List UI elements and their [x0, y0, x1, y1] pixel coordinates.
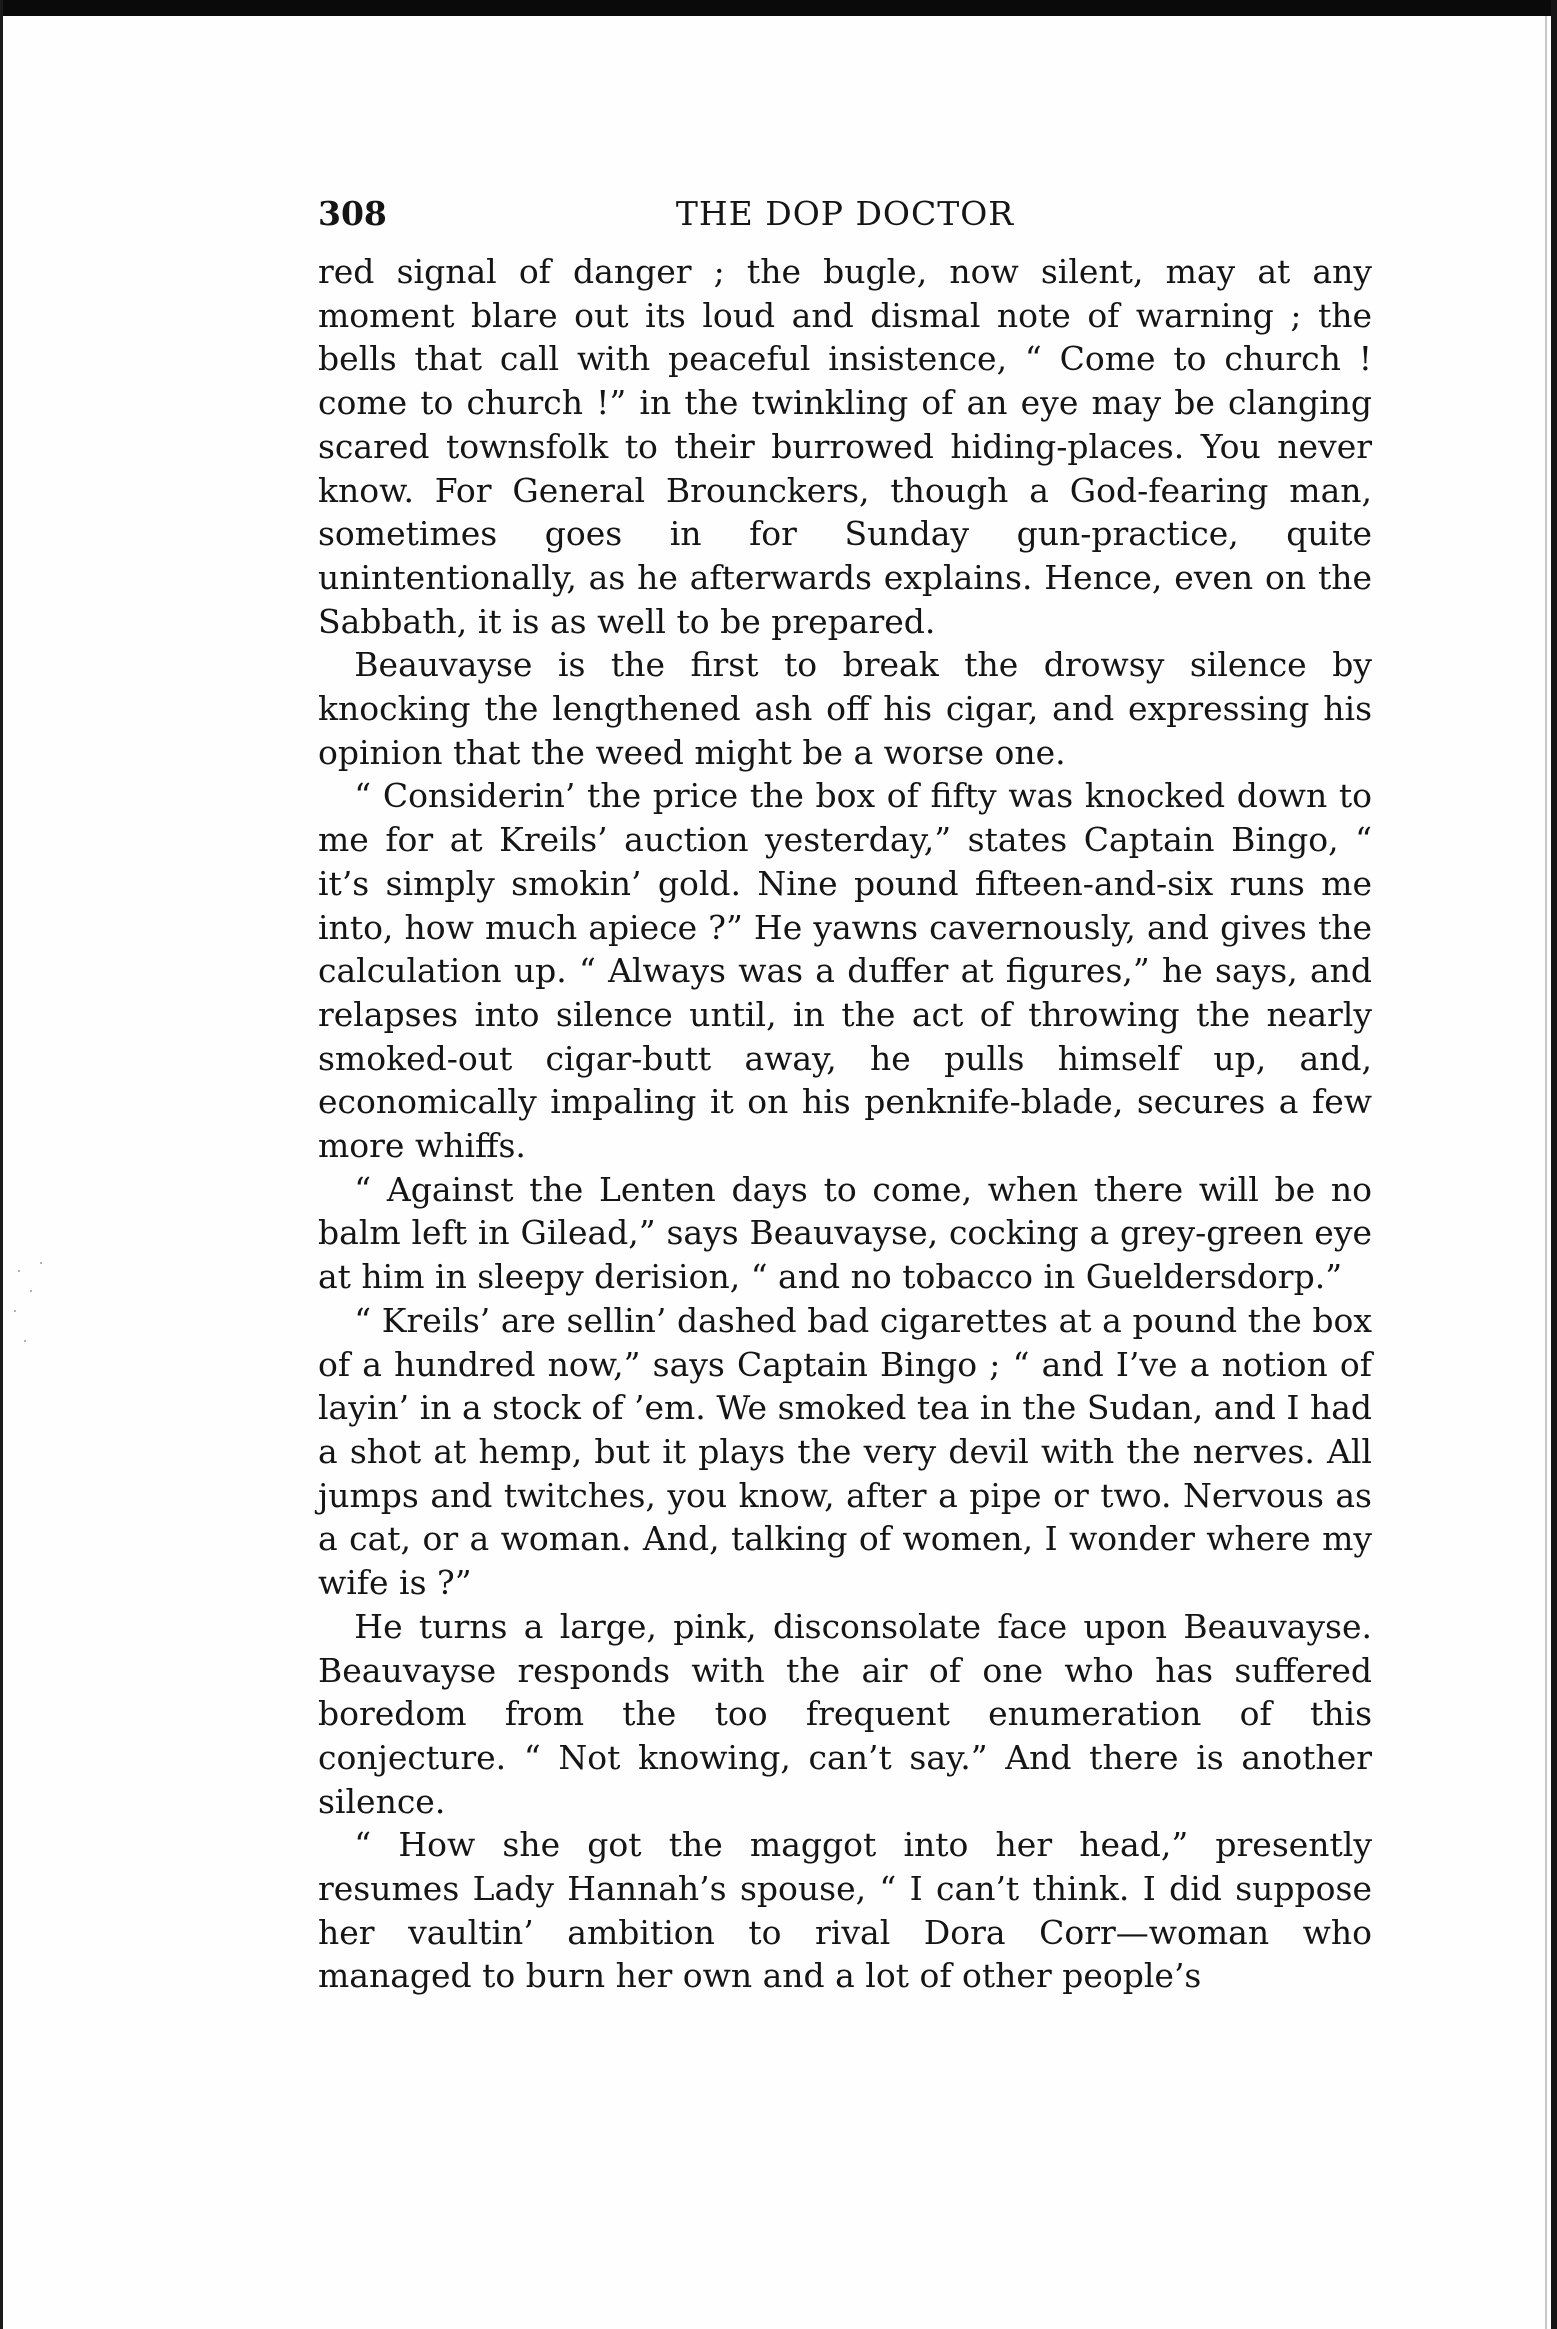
- paragraph: “ Against the Lenten days to come, when there will be no balm left in Gilead,” says Beauvayse, cocking a grey-green eye at him in sleepy derision, “ and no tobacco in Gueldersdorp.”: [318, 1169, 1372, 1297]
- paragraph: “ How she got the maggot into her head,” presently resumes Lady Hannah’s spouse, “ I can’t think. I did suppose her vaultin’ ambition to rival Dora Corr—woman who managed to burn her own and a lot of other people’s: [318, 1825, 1372, 1996]
- body-text: [318, 250, 1372, 1998]
- scan-speck: [40, 1262, 42, 1264]
- page-edge-shadow: [1545, 16, 1547, 2329]
- scan-speck: [30, 1290, 32, 1292]
- page-number: 308: [318, 194, 387, 233]
- paragraph: He turns a large, pink, disconsolate face upon Beauvayse. Beauvayse responds with the air of one who has suffered boredom from the too frequent enumeration of this conjecture. “ Not knowing, can’t say.” And there is another silence.: [318, 1606, 1372, 1821]
- scan-speck: [24, 1340, 26, 1342]
- scan-right-border: [1551, 0, 1557, 2329]
- scan-speck: [18, 1270, 20, 1272]
- text-block: [318, 178, 1372, 1998]
- scan-left-border: [0, 0, 3, 2329]
- paragraph: “ Kreils’ are sellin’ dashed bad cigarettes at a pound the box of a hundred now,” says Captain Bingo ; “ and I’ve a notion of layin’ in a stock of ’em. We smoked tea in the Sudan, and I had a shot at hemp, but it plays the very devil with the nerves. All jumps and twitches, you know, after a pipe or two. Nervous as a cat, or a woman. And, talking of women, I wonder where my wife is ?”: [318, 1300, 1372, 1603]
- running-title: THE DOP DOCTOR: [675, 194, 1015, 233]
- paragraph: Beauvayse is the first to break the drowsy silence by knocking the lengthened ash off his cigar, and expressing his opinion that the weed might be a worse one.: [318, 645, 1372, 772]
- running-head: [318, 178, 1372, 250]
- scan-speck: [14, 1310, 16, 1312]
- paragraph: “ Considerin’ the price the box of fifty was knocked down to me for at Kreils’ auction yesterday,” states Captain Bingo, “ it’s simply smokin’ gold. Nine pound fifteen-and-six runs me into, how much apiece ?” He yawns cavernously, and gives the calculation up. “ Always was a duffer at figures,” he says, and relapses into silence until, in the act of throwing the nearly smoked-out cigar-butt away, he pulls himself up, and, economically impaling it on his penknife-blade, secures a few more whiffs.: [318, 776, 1372, 1166]
- paragraph: red signal of danger ; the bugle, now silent, may at any moment blare out its loud and dismal note of warning ; the bells that call with peaceful insistence, “ Come to church ! come to church !” in the twinkling of an eye may be clanging scared townsfolk to their burrowed hiding-places. You never know. For General Brounckers, though a God-fearing man, sometimes goes in for Sunday gun-practice, quite unintentionally, as he afterwards explains. Hence, even on the Sabbath, it is as well to be prepared.: [318, 252, 1372, 641]
- scan-top-border: [0, 0, 1557, 16]
